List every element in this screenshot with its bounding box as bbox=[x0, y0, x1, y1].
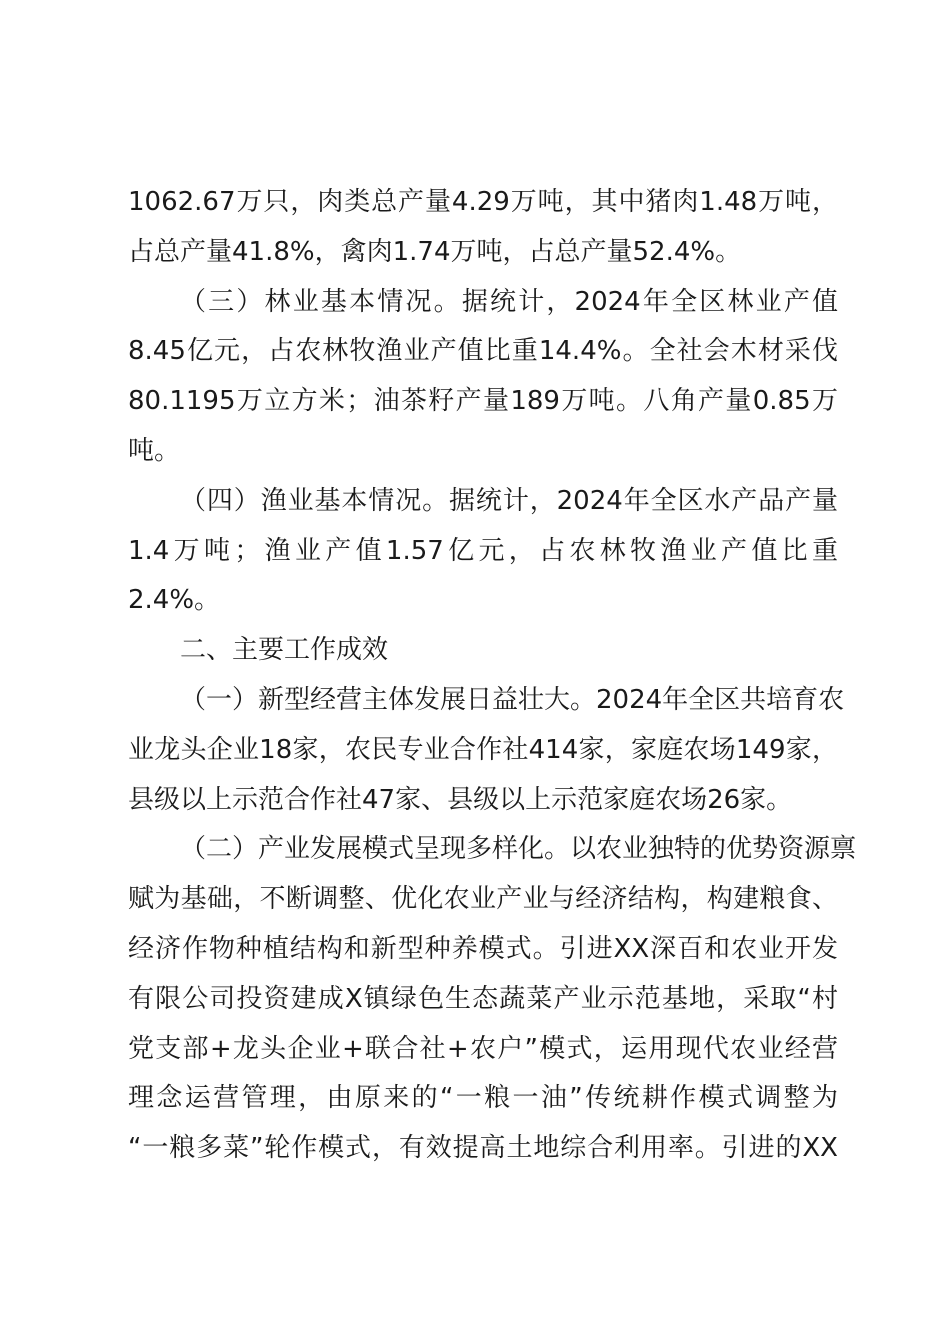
text-line: 1062.67万只，肉类总产量4.29万吨，其中猪肉1.48万吨， bbox=[128, 187, 838, 217]
text-line: “一粮多菜”轮作模式，有效提高土地综合利用率。引进的XX bbox=[128, 1133, 838, 1164]
text-line: 业龙头企业18家，农民专业合作社414家，家庭农场149家， bbox=[128, 734, 838, 765]
text-line: 80.1195万立方米；油茶籽产量189万吨。八角产量0.85万 bbox=[128, 386, 838, 417]
text-line: 县级以上示范合作社47家、县级以上示范家庭农场26家。 bbox=[128, 784, 793, 815]
text-line: 8.45亿元，占农林牧渔业产值比重14.4%。全社会木材采伐 bbox=[128, 336, 838, 367]
text-line: 经济作物种植结构和新型种养模式。引进XX深百和农业开发 bbox=[128, 933, 838, 964]
paragraph-heading-forestry: （三）林业基本情况。据统计，2024年全区林业产值 bbox=[180, 286, 838, 317]
paragraph-heading-entities: （一）新型经营主体发展日益壮大。2024年全区共培育农 bbox=[180, 684, 845, 715]
section-heading: 二、主要工作成效 bbox=[180, 635, 389, 666]
paragraph-heading-models: （二）产业发展模式呈现多样化。以农业独特的优势资源禀 bbox=[180, 834, 857, 865]
text-line: 理念运营管理，由原来的“一粮一油”传统耕作模式调整为 bbox=[128, 1083, 838, 1114]
text-line: 党支部+龙头企业+联合社+农户”模式，运用现代农业经营 bbox=[128, 1033, 838, 1064]
paragraph-heading-fishery: （四）渔业基本情况。据统计，2024年全区水产品产量 bbox=[180, 485, 838, 516]
text-line: 有限公司投资建成X镇绿色生态蔬菜产业示范基地，采取“村 bbox=[128, 983, 838, 1014]
text-line: 占总产量41.8%，禽肉1.74万吨，占总产量52.4%。 bbox=[128, 236, 742, 267]
text-line: 2.4%。 bbox=[128, 585, 221, 616]
text-line: 赋为基础，不断调整、优化农业产业与经济结构，构建粮食、 bbox=[128, 884, 838, 915]
document-body bbox=[128, 178, 857, 1174]
text-line: 吨。 bbox=[128, 435, 181, 466]
text-line: 1.4万吨；渔业产值1.57亿元，占农林牧渔业产值比重 bbox=[128, 535, 838, 566]
